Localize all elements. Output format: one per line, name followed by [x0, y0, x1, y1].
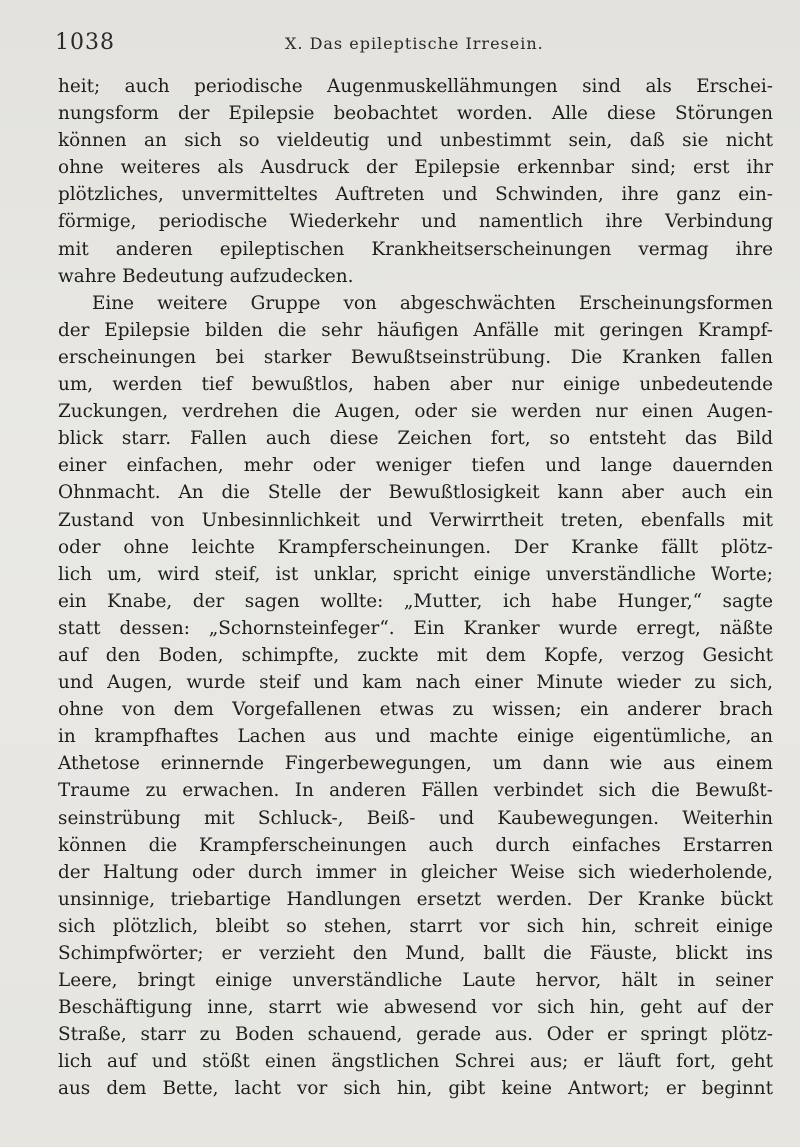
text-line: ohne von dem Vorgefallenen etwas zu wissen; ein anderer brach — [58, 699, 773, 721]
text-line: ohne weiteres als Ausdruck der Epilepsie erkennbar sind; erst ihr — [58, 157, 773, 179]
text-line: Traume zu erwachen. In anderen Fällen verbindet sich die Bewußt- — [58, 780, 773, 802]
text-line: einer einfachen, mehr oder weniger tiefen und lange dauernden — [58, 455, 773, 477]
text-line: Athetose erinnernde Fingerbewegungen, um dann wie aus einem — [58, 753, 773, 775]
text-line: der Epilepsie bilden die sehr häufigen Anfälle mit geringen Krampf- — [58, 319, 773, 341]
text-line: mit anderen epileptischen Krankheitserscheinungen vermag ihre — [58, 238, 773, 260]
text-line: oder ohne leichte Krampferscheinungen. Der Kranke fällt plötz- — [58, 536, 773, 558]
text-line: sich plötzlich, bleibt so stehen, starrt vor sich hin, schreit einige — [58, 915, 773, 937]
text-line: nungsform der Epilepsie beobachtet worden. Alle diese Störungen — [58, 103, 773, 125]
text-line: erscheinungen bei starker Bewußtseinstrübung. Die Kranken fallen — [58, 346, 773, 368]
page-header — [55, 30, 770, 60]
text-line: Beschäftigung inne, starrt wie abwesend vor sich hin, geht auf der — [58, 997, 773, 1019]
text-line: Leere, bringt einige unverständliche Laute hervor, hält in seiner — [58, 970, 773, 992]
text-line: Zustand von Unbesinnlichkeit und Verwirrtheit treten, ebenfalls mit — [58, 509, 773, 531]
text-line: aus dem Bette, lacht vor sich hin, gibt keine Antwort; er beginnt — [58, 1078, 773, 1100]
text-line: Ohnmacht. An die Stelle der Bewußtlosigkeit kann aber auch ein — [58, 482, 773, 504]
text-line: Schimpfwörter; er verzieht den Mund, ballt die Fäuste, blickt ins — [58, 943, 773, 964]
text-line: unsinnige, triebartige Handlungen ersetzt werden. Der Kranke bückt — [58, 888, 773, 910]
text-line: auf den Boden, schimpfte, zuckte mit dem Kopfe, verzog Gesicht — [58, 644, 773, 666]
text-line: seinstrübung mit Schluck-, Beiß- und Kaubewegungen. Weiterhin — [58, 807, 773, 829]
text-line: um, werden tief bewußtlos, haben aber nur einige unbedeutende — [58, 374, 773, 396]
text-line: und Augen, wurde steif und kam nach einer Minute wieder zu sich, — [58, 672, 773, 694]
text-line: in krampfhaftes Lachen aus und machte einige eigentümliche, an — [58, 726, 773, 748]
text-line: plötzliches, unvermitteltes Auftreten und Schwinden, ihre ganz ein- — [58, 184, 773, 206]
text-line: Straße, starr zu Boden schauend, gerade aus. Oder er springt plötz- — [58, 1024, 773, 1046]
text-line: lich um, wird steif, ist unklar, spricht einige unverständliche Worte; — [58, 563, 773, 585]
page-number: 1038 — [55, 30, 115, 55]
text-line: wahre Bedeutung aufzudecken. — [58, 265, 354, 287]
text-line: Zuckungen, verdrehen die Augen, oder sie werden nur einen Augen- — [58, 401, 773, 423]
text-line: der Haltung oder durch immer in gleicher Weise sich wiederholende, — [58, 861, 773, 883]
text-line: statt dessen: „Schornsteinfeger“. Ein Kranker wurde erregt, näßte — [58, 617, 773, 639]
text-line: blick starr. Fallen auch diese Zeichen fort, so entsteht das Bild — [58, 428, 773, 450]
body-text — [58, 73, 773, 1103]
text-line: heit; auch periodische Augenmuskellähmungen sind als Erschei- — [58, 76, 773, 97]
running-title: X. Das epileptische Irresein. — [285, 34, 544, 53]
paragraph-start-line: Eine weitere Gruppe von abgeschwächten Erscheinungsformen — [92, 292, 773, 314]
text-line: lich auf und stößt einen ängstlichen Schrei aus; er läuft fort, geht — [58, 1051, 773, 1073]
text-line: ein Knabe, der sagen wollte: „Mutter, ich habe Hunger,“ sagte — [58, 590, 773, 612]
text-line: können an sich so vieldeutig und unbestimmt sein, daß sie nicht — [58, 130, 773, 152]
text-line: können die Krampferscheinungen auch durch einfaches Erstarren — [58, 834, 773, 856]
text-line: förmige, periodische Wiederkehr und namentlich ihre Verbindung — [58, 211, 773, 233]
